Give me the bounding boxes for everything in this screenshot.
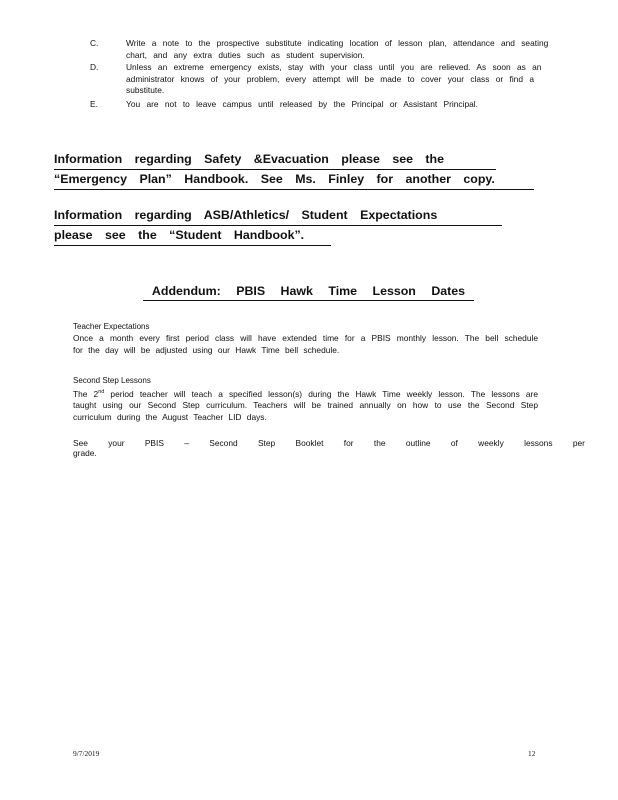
list-text: Unless an extreme emergency exists, stay with your class until you are relieved. As soon as an administrator knows of your problem, every attempt will be made to cover your class or find a substitute. <box>126 62 542 96</box>
list-letter: D. <box>90 62 99 72</box>
second-step-text <box>73 387 538 424</box>
asb-info-line2: please see the “Student Handbook”. <box>54 226 331 246</box>
asb-info-line1: Information regarding ASB/Athletics/ Student Expectations <box>54 206 502 226</box>
second-step-text-rest: period teacher will teach a specified lesson(s) during the Hawk Time weekly lesson. The lessons are taught using our Second Step curriculum. Teachers will be trained annually on how to use the Second Step curriculum during the August Teacher LID days. <box>73 388 538 422</box>
list-text: You are not to leave campus until released by the Principal or Assistant Principal. <box>126 99 478 109</box>
teacher-expectations-label: Teacher Expectations <box>73 322 150 331</box>
second-step-label: Second Step Lessons <box>73 376 151 385</box>
see-booklet-line: See your PBIS – Second Step Booklet for the outline of weekly lessons per grade. <box>73 438 585 458</box>
list-item-e <box>90 99 560 111</box>
emergency-info-line2: “Emergency Plan” Handbook. See Ms. Finley for another copy. <box>54 170 534 190</box>
ordinal-suffix: nd <box>98 389 105 395</box>
page-number: 12 <box>528 749 536 758</box>
list-item-c <box>90 38 560 61</box>
list-letter: E. <box>90 99 98 109</box>
emergency-info-heading <box>54 150 534 190</box>
asb-info-heading <box>54 206 502 246</box>
teacher-expectations-text: Once a month every first period class will have extended time for a PBIS monthly lesson. The bell schedule for the day will be adjusted using our Hawk Time bell schedule. <box>73 333 538 355</box>
list-item-d <box>90 62 560 97</box>
emergency-info-line1: Information regarding Safety &Evacuation please see the <box>54 150 496 170</box>
footer-date: 9/7/2019 <box>73 749 100 758</box>
addendum-title: Addendum: PBIS Hawk Time Lesson Dates <box>143 283 474 301</box>
list-text: Write a note to the prospective substitute indicating location of lesson plan, attendance and seating chart, and any extra duties such as student supervision. <box>126 38 549 60</box>
second-step-text-start: The 2 <box>73 388 99 399</box>
list-letter: C. <box>90 38 99 48</box>
